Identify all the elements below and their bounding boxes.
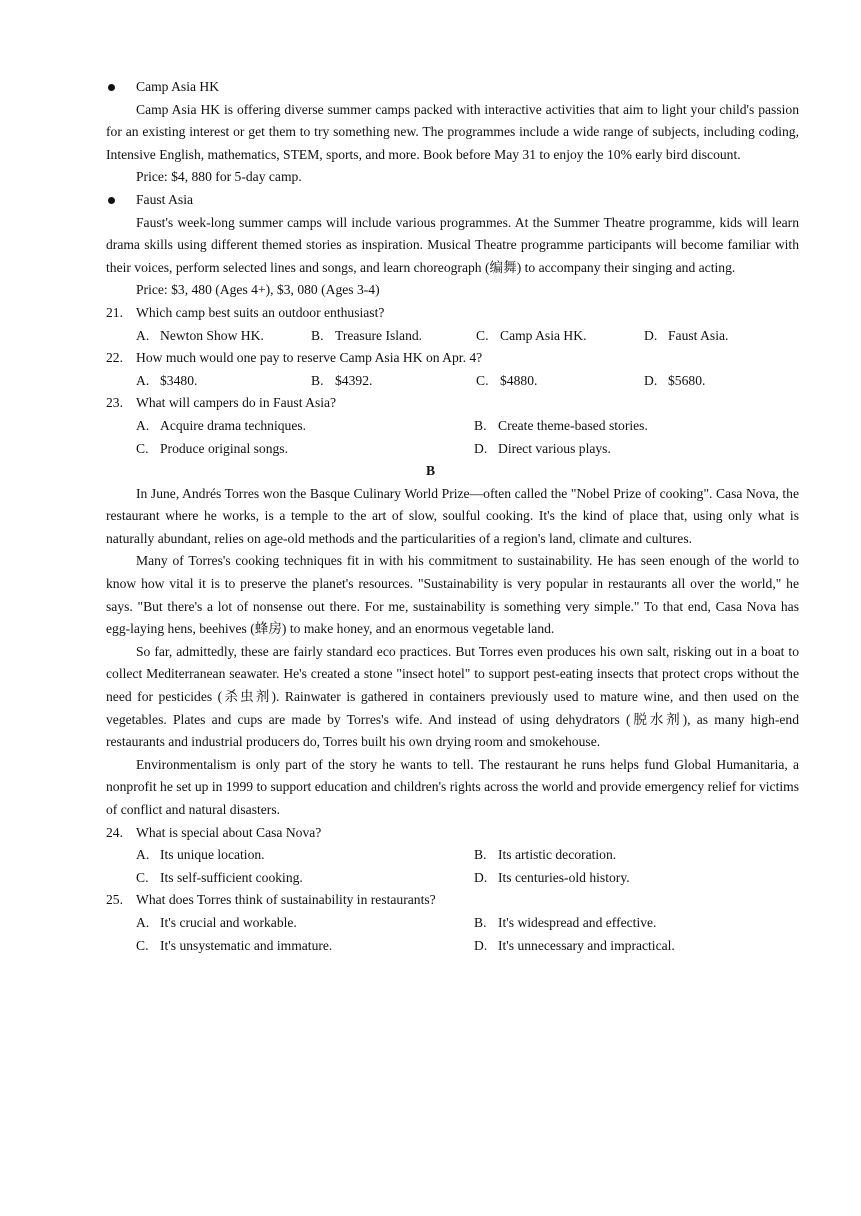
option-d[interactable] [644,370,794,393]
option-text: $5680. [668,372,706,388]
question-stem: What is special about Casa Nova? [136,824,322,840]
question-number: 22. [106,350,123,366]
option-letter: A. [136,327,150,343]
camp-title: Faust Asia [106,189,799,212]
option-text: Treasure Island. [335,327,423,343]
question-22 [106,347,799,370]
options-21 [106,325,799,348]
camp-price: Price: $3, 480 (Ages 4+), $3, 080 (Ages 3-4) [136,282,380,298]
option-letter: C. [136,937,149,953]
camp-description: Camp Asia HK is offering diverse summer camps packed with interactive activities that aim to light your child's passion for an existing interest or get them to try something new. The programmes include a wide range of subjects, including coding, Intensive English, mathematics, STEM, sports, and more. Book before May 31 to enjoy the 10% early bird discount. [106,101,799,162]
option-letter: C. [476,327,489,343]
option-text: Its self-sufficient cooking. [160,869,303,885]
option-text: $4880. [500,372,538,388]
option-text: Its centuries-old history. [498,869,630,885]
option-text: Direct various plays. [498,440,611,456]
option-c[interactable] [476,325,644,348]
question-stem: What does Torres think of sustainability in restaurants? [136,892,436,908]
option-text: Its artistic decoration. [498,847,617,863]
option-letter: C. [136,440,149,456]
option-d[interactable] [644,325,794,348]
option-letter: B. [311,327,324,343]
question-25 [106,889,799,912]
option-text: Its unique location. [160,847,265,863]
option-c[interactable] [136,935,474,958]
option-a[interactable] [136,415,474,438]
option-letter: D. [474,937,488,953]
option-text: It's unsystematic and immature. [160,937,333,953]
question-stem: What will campers do in Faust Asia? [136,395,337,411]
option-d[interactable] [474,438,794,461]
option-text: $3480. [160,372,198,388]
option-b[interactable] [311,325,476,348]
option-text: Faust Asia. [668,327,729,343]
option-text: It's widespread and effective. [498,914,657,930]
option-b[interactable] [474,415,794,438]
question-number: 24. [106,824,123,840]
question-number: 21. [106,304,123,320]
option-b[interactable] [311,370,476,393]
option-letter: D. [474,440,488,456]
option-c[interactable] [136,867,474,890]
option-text: Acquire drama techniques. [160,417,307,433]
option-text: Camp Asia HK. [500,327,587,343]
options-24 [106,844,799,889]
option-b[interactable] [474,844,794,867]
question-stem: Which camp best suits an outdoor enthusiast? [136,304,385,320]
option-b[interactable] [474,912,794,935]
options-22 [106,370,799,393]
option-a[interactable] [136,912,474,935]
camp-price: Price: $4, 880 for 5-day camp. [136,169,302,185]
option-text: Newton Show HK. [160,327,264,343]
option-letter: D. [644,327,658,343]
option-text: Produce original songs. [160,440,288,456]
question-number: 23. [106,395,123,411]
option-d[interactable] [474,935,794,958]
option-letter: A. [136,417,150,433]
option-letter: D. [644,372,658,388]
question-21 [106,302,799,325]
option-a[interactable] [136,325,311,348]
question-23 [106,392,799,415]
option-a[interactable] [136,370,311,393]
option-letter: B. [311,372,324,388]
question-number: 25. [106,892,123,908]
camp-description: Faust's week-long summer camps will include various programmes. At the Summer Theatre programme, kids will learn drama skills using different themed stories as inspiration. Musical Theatre programme participants will become familiar with their voices, perform selected lines and songs, and learn choreograph (编舞) to accompany their singing and acting. [106,214,799,275]
option-letter: A. [136,372,150,388]
option-letter: B. [474,847,487,863]
option-letter: A. [136,847,150,863]
camp-title: Camp Asia HK [106,76,799,99]
section-letter: B [425,463,436,479]
option-letter: A. [136,914,150,930]
passage-paragraph: In June, Andrés Torres won the Basque Culinary World Prize—often called the "Nobel Prize of cooking". Casa Nova, the restaurant where he works, is a temple to the art of slow, soulful cooking. It's the kind of place that, using only what is naturally abundant, relies on age-old methods and the particularities of a region's land, climate and cultures. [106,485,799,546]
question-24 [106,822,799,845]
option-d[interactable] [474,867,794,890]
option-c[interactable] [476,370,644,393]
option-text: $4392. [335,372,373,388]
passage-paragraph: Environmentalism is only part of the story he wants to tell. The restaurant he runs helps fund Global Humanitaria, a nonprofit he set up in 1999 to support education and children's rights across the world and provide emergency relief for victims of conflict and natural disasters. [106,756,799,817]
options-25 [106,912,799,957]
option-letter: C. [476,372,489,388]
option-letter: C. [136,869,149,885]
question-stem: How much would one pay to reserve Camp Asia HK on Apr. 4? [136,350,483,366]
option-text: It's unnecessary and impractical. [498,937,675,953]
option-letter: B. [474,417,487,433]
passage-paragraph: Many of Torres's cooking techniques fit in with his commitment to sustainability. He has seen enough of the world to know how vital it is to preserve the planet's resources. "Sustainability is very popular in restaurants all over the world," he says. "But there's a lot of nonsense out there. For me, sustainability is something very simple." To that end, Casa Nova has egg-laying hens, beehives (蜂房) to make honey, and an enormous vegetable land. [106,553,799,637]
option-a[interactable] [136,844,474,867]
passage-paragraph: So far, admittedly, these are fairly standard eco practices. But Torres even produces his own salt, risking out in a boat to collect Mediterranean seawater. He's created a stone "insect hotel" to support pest-eating insects that protect crops without the need for pesticides (杀虫剂). Rainwater is gathered in containers previously used to mature wine, and then used on the vegetables. Plates and cups are made by Torres's wife. And instead of using dehydrators (脱水剂), as many high-end restaurants and industrial producers do, Torres built his own drying room and smokehouse. [106,643,799,750]
option-letter: D. [474,869,488,885]
option-letter: B. [474,914,487,930]
option-text: It's crucial and workable. [160,914,297,930]
option-text: Create theme-based stories. [498,417,648,433]
options-23 [106,415,799,460]
option-c[interactable] [136,438,474,461]
